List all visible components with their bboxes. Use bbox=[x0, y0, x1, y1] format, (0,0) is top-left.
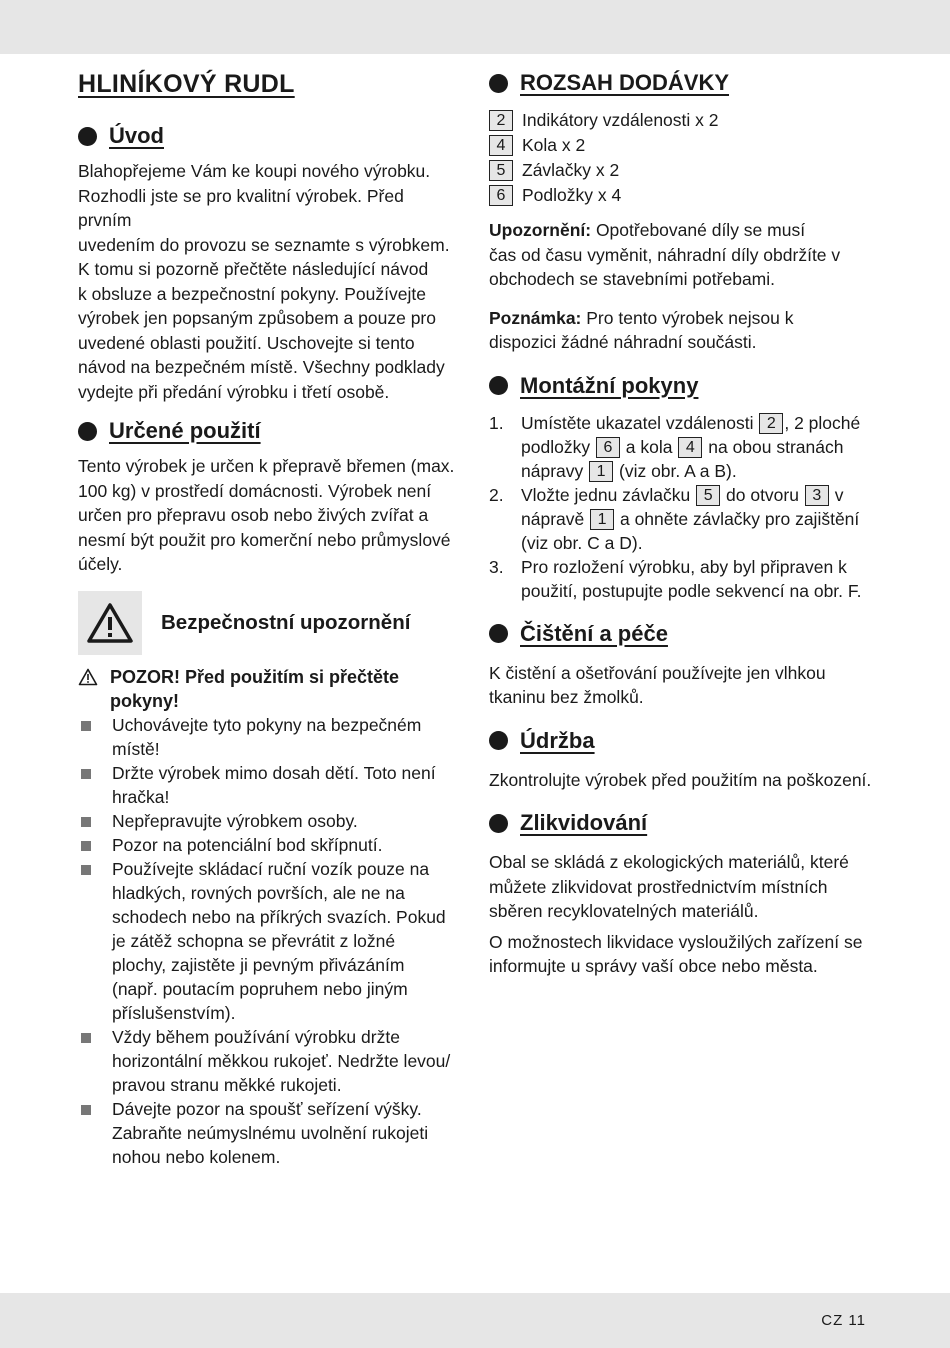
bullet-dot-icon bbox=[78, 127, 97, 146]
list-item: 5 Závlačky x 2 bbox=[489, 158, 874, 183]
footer-band bbox=[0, 1293, 950, 1348]
part-number-box: 1 bbox=[590, 509, 614, 530]
disposal-paragraph-2: O možnostech likvidace vysloužilých zařízení se informujte u správy vaší obce nebo města. bbox=[489, 931, 863, 976]
square-bullet-icon bbox=[81, 1033, 91, 1043]
section-heading-intended-use: Určené použití bbox=[78, 418, 458, 444]
wear-notice: Upozornění: Opotřebované díly se musí čas od času vyměnit, náhradní díly obdržíte v obchodech se stavebními potřebami. bbox=[489, 220, 841, 289]
list-item: 6 Podložky x 4 bbox=[489, 183, 874, 208]
list-item: 3. Pro rozložení výrobku, aby byl připraven k použití, postupujte podle sekvencí na obr. F. bbox=[489, 556, 862, 601]
section-heading-maintenance: Údržba bbox=[489, 728, 874, 754]
part-number-box: 5 bbox=[489, 160, 513, 181]
safety-list bbox=[78, 713, 458, 1169]
warning-triangle-icon bbox=[78, 665, 100, 692]
caution-notice: POZOR! Před použitím si přečtěte pokyny! bbox=[78, 665, 458, 713]
bullet-dot-icon bbox=[489, 376, 508, 395]
delivery-scope-list bbox=[489, 108, 874, 208]
left-column bbox=[78, 70, 458, 1169]
square-bullet-icon bbox=[81, 865, 91, 875]
list-item: Nepřepravujte výrobkem osoby. bbox=[78, 809, 458, 833]
part-number-box: 5 bbox=[696, 485, 720, 506]
part-number-box: 4 bbox=[678, 437, 702, 458]
page-number: CZ 11 bbox=[821, 1312, 866, 1329]
section-heading-cleaning: Čištění a péče bbox=[489, 621, 874, 647]
assembly-steps bbox=[489, 411, 874, 603]
disposal-paragraph-1: Obal se skládá z ekologických materiálů, které můžete zlikvidovat prostřednictvím místních sběren recyklovatelných materiálů. bbox=[489, 852, 849, 921]
list-item: 2 Indikátory vzdálenosti x 2 bbox=[489, 108, 874, 133]
list-item: Uchovávejte tyto pokyny na bezpečném místě! bbox=[78, 713, 458, 761]
bullet-dot-icon bbox=[489, 624, 508, 643]
part-number-box: 2 bbox=[489, 110, 513, 131]
bullet-dot-icon bbox=[78, 422, 97, 441]
part-number-box: 6 bbox=[489, 185, 513, 206]
square-bullet-icon bbox=[81, 817, 91, 827]
safety-heading-box bbox=[78, 591, 458, 655]
list-item: Držte výrobek mimo dosah dětí. Toto není hračka! bbox=[78, 761, 458, 809]
right-column bbox=[489, 70, 874, 993]
part-number-box: 3 bbox=[805, 485, 829, 506]
list-item: Vždy během používání výrobku držte horizontální měkkou rukojeť. Nedržte levou/ pravou stranu měkké rukojeti. bbox=[78, 1025, 458, 1097]
warning-triangle-icon bbox=[78, 591, 142, 655]
safety-heading: Bezpečnostní upozornění bbox=[161, 610, 411, 634]
intended-use-paragraph: Tento výrobek je určen k přepravě břemen (max. 100 kg) v prostředí domácnosti. Výrobek není určen pro přepravu osob nebo živých zvířat a nesmí být použit pro komerční nebo průmyslové účely. bbox=[78, 456, 455, 574]
maintenance-paragraph: Zkontrolujte výrobek před použitím na poškození. bbox=[489, 769, 872, 790]
list-item: Pozor na potenciální bod skřípnutí. bbox=[78, 833, 458, 857]
bullet-dot-icon bbox=[489, 731, 508, 750]
list-item: 2. Vložte jednu závlačku 5 do otvoru 3 v nápravě 1 a ohněte závlačky pro zajištění (viz obr. C a D). bbox=[489, 484, 860, 553]
list-item: Dávejte pozor na spoušť seřízení výšky. Zabraňte neúmyslnému uvolnění rukojeti nohou nebo kolenem. bbox=[78, 1097, 458, 1169]
document-title: HLINÍKOVÝ RUDL bbox=[78, 70, 295, 98]
part-number-box: 1 bbox=[589, 461, 613, 482]
top-margin-band bbox=[0, 0, 950, 54]
square-bullet-icon bbox=[81, 769, 91, 779]
part-number-box: 6 bbox=[596, 437, 620, 458]
bullet-dot-icon bbox=[489, 814, 508, 833]
list-item: Používejte skládací ruční vozík pouze na hladkých, rovných površích, ale ne na schodech nebo na příkrých svazích. Pokud je zátěž schopna se převrátit z ložné plochy, zajistěte ji pevným přivázáním (např. poutacím popruhem nebo jiným příslušenstvím). bbox=[78, 857, 458, 1025]
square-bullet-icon bbox=[81, 841, 91, 851]
section-heading-intro: Úvod bbox=[78, 123, 458, 149]
cleaning-paragraph: K čistění a ošetřování používejte jen vlhkou tkaninu bez žmolků. bbox=[489, 662, 826, 707]
bullet-dot-icon bbox=[489, 74, 508, 93]
section-heading-disposal: Zlikvidování bbox=[489, 810, 874, 836]
spare-parts-note: Poznámka: Pro tento výrobek nejsou k dispozici žádné náhradní součásti. bbox=[489, 307, 794, 352]
intro-paragraph: Blahopřejeme Vám ke koupi nového výrobku. Rozhodli jste se pro kvalitní výrobek. Před prvním uvedením do provozu se seznamte s výrobkem. K tomu si pozorně přečtěte následující návod k obsluze a bezpečnostní pokyny. Používejte výrobek jen popsaným způsobem a pouze pro uvedené oblasti použití. Uschovejte si tento návod na bezpečném místě. Všechny podklady vydejte při předání výrobku i třetí osobě. bbox=[78, 161, 450, 402]
square-bullet-icon bbox=[81, 1105, 91, 1115]
section-heading-scope: ROZSAH DODÁVKY bbox=[489, 70, 874, 96]
section-heading-assembly: Montážní pokyny bbox=[489, 373, 874, 399]
part-number-box: 4 bbox=[489, 135, 513, 156]
square-bullet-icon bbox=[81, 721, 91, 731]
list-item: 1. Umístěte ukazatel vzdálenosti 2 , 2 ploché podložky 6 a kola 4 na obou stranách nápravy 1 (viz obr. A a B). bbox=[489, 412, 861, 481]
part-number-box: 2 bbox=[759, 413, 783, 434]
list-item: 4 Kola x 2 bbox=[489, 133, 874, 158]
